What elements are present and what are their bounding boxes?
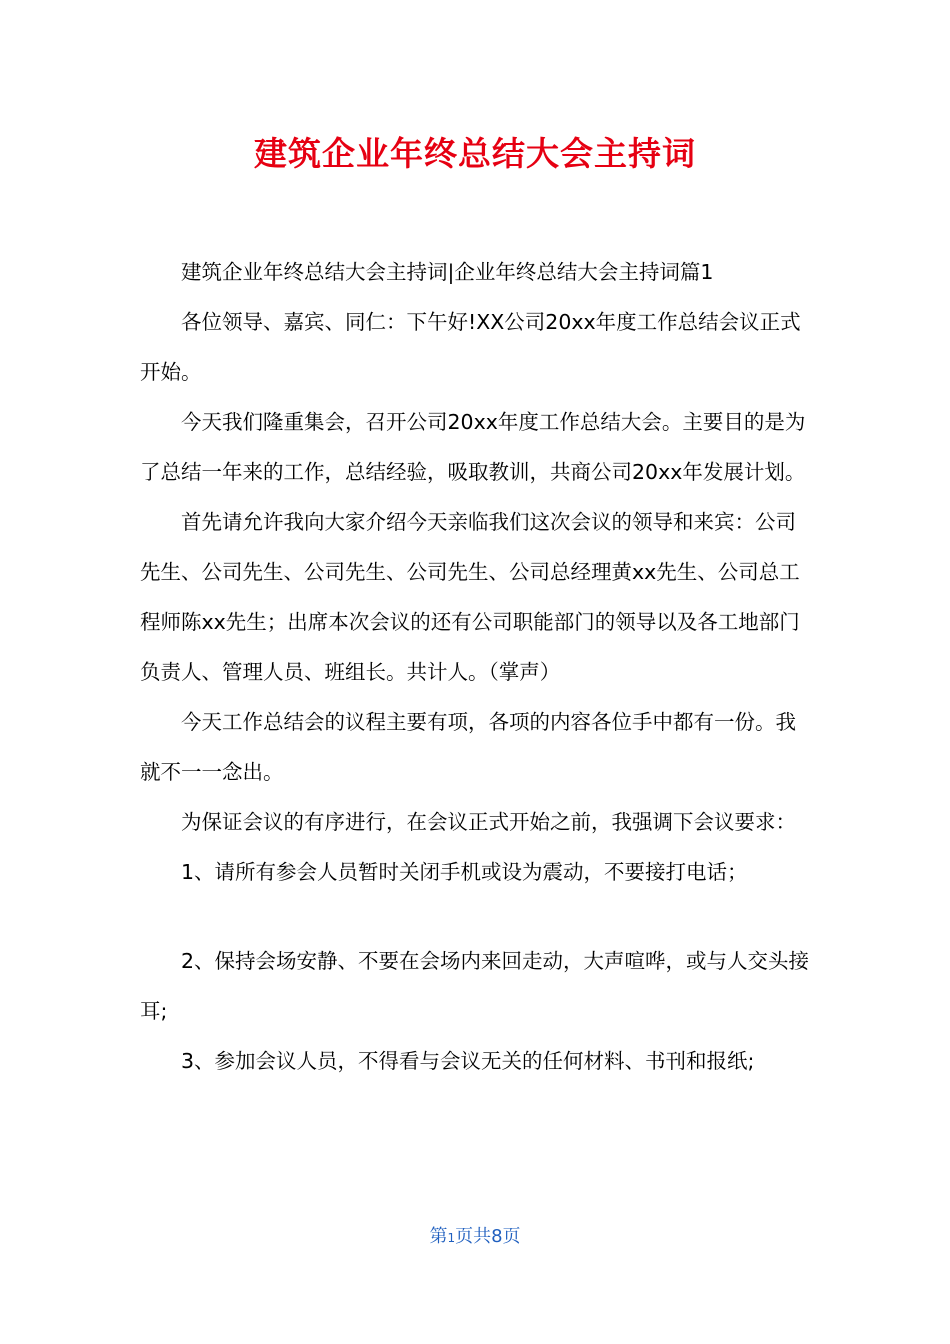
requirement-item-3: 3、参加会议人员，不得看与会议无关的任何材料、书刊和报纸; — [181, 1049, 755, 1073]
paragraph-greeting: 各位领导、嘉宾、同仁：下午好!XX公司20xx年度工作总结会议正式开始。 — [140, 310, 801, 384]
paragraph-introductions: 首先请允许我向大家介绍今天亲临我们这次会议的领导和来宾：公司先生、公司先生、公司先生、公司先生、公司总经理黄xx先生、公司总工程师陈xx先生；出席本次会议的还有公司职能部门的领导以及各工地部门负责人、管理人员、班组长。共计人。（掌声） — [140, 510, 800, 684]
footer-page-number: 1 — [447, 1231, 456, 1245]
paragraph-purpose: 今天我们隆重集会，召开公司20xx年度工作总结大会。主要目的是为了总结一年来的工作，总结经验，吸取教训，共商公司20xx年发展计划。 — [140, 410, 806, 484]
paragraph-agenda: 今天工作总结会的议程主要有项，各项的内容各位手中都有一份。我就不一一念出。 — [140, 710, 796, 784]
footer-suffix: 页共8页 — [455, 1226, 521, 1247]
document-title: 建筑企业年终总结大会主持词 — [254, 134, 696, 173]
requirement-item-2: 2、保持会场安静、不要在会场内来回走动，大声喧哗，或与人交头接耳; — [140, 949, 810, 1023]
footer-prefix: 第 — [429, 1226, 448, 1247]
paragraph-requirements-intro: 为保证会议的有序进行，在会议正式开始之前，我强调下会议要求： — [181, 810, 796, 834]
page-footer — [0, 1224, 950, 1251]
requirement-item-1: 1、请所有参会人员暂时关闭手机或设为震动，不要接打电话； — [181, 860, 748, 884]
document-body — [140, 247, 812, 1086]
paragraph-heading: 建筑企业年终总结大会主持词|企业年终总结大会主持词篇1 — [181, 260, 714, 284]
